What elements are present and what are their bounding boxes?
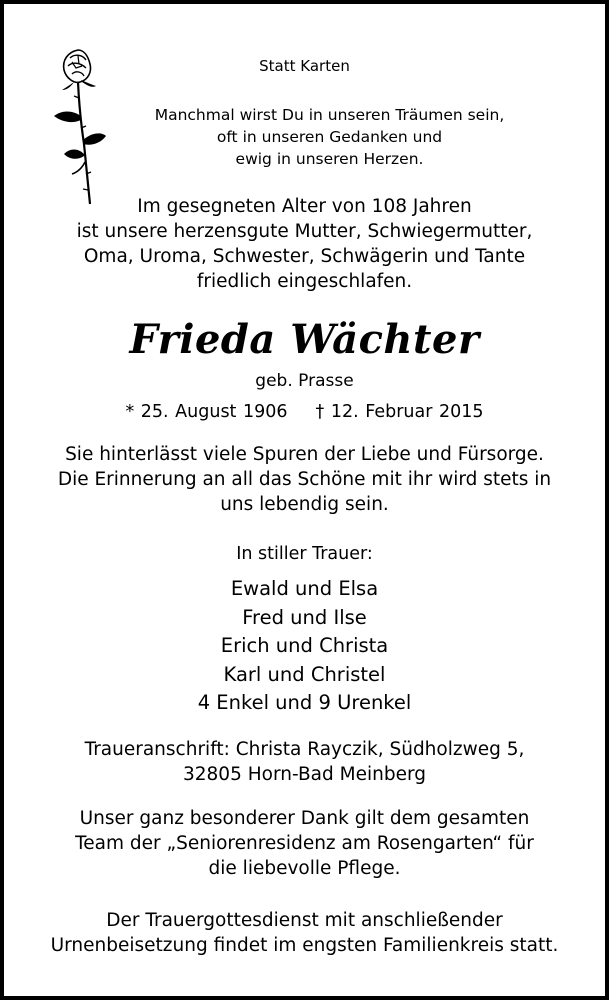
thanks-line: Unser ganz besonderer Dank gilt dem gesamten xyxy=(79,808,530,829)
mourner-name: Fred und Ilse xyxy=(242,605,367,629)
death-date: † 12. Februar 2015 xyxy=(315,402,484,422)
service-line: Urnenbeisetzung findet im engsten Familienkreis statt. xyxy=(50,935,559,956)
death-announcement xyxy=(4,194,605,294)
funeral-service-text xyxy=(4,908,605,958)
mourner-name: Erich und Christa xyxy=(220,634,389,658)
legacy-line: Sie hinterlässt viele Spuren der Liebe und Fürsorge. xyxy=(65,444,544,465)
legacy-line: uns lebendig sein. xyxy=(220,494,389,515)
statt-karten-heading xyxy=(4,56,605,76)
memorial-verse xyxy=(4,104,605,170)
mourner-name: Karl und Christel xyxy=(223,662,386,686)
thanks-text xyxy=(4,806,605,881)
life-dates xyxy=(4,400,605,424)
statt-karten-text: Statt Karten xyxy=(259,57,350,75)
legacy-line: Die Erinnerung an all das Schöne mit ihr wird stets in xyxy=(57,469,552,490)
mourner-name: Ewald und Elsa xyxy=(230,577,379,600)
announcement-line: ist unsere herzensgute Mutter, Schwiegermutter, xyxy=(76,221,533,242)
verse-line: Manchmal wirst Du in unseren Träumen sein, xyxy=(154,106,505,124)
verse-line: ewig in unseren Herzen. xyxy=(235,150,424,168)
legacy-text xyxy=(4,442,605,517)
mourner-name: 4 Enkel und 9 Urenkel xyxy=(197,691,412,715)
address-line: Traueranschrift: Christa Rayczik, Südholzweg 5, xyxy=(84,739,525,760)
birth-date: * 25. August 1906 xyxy=(125,402,288,422)
thanks-line: die liebevolle Pflege. xyxy=(208,858,401,879)
announcement-line: friedlich eingeschlafen. xyxy=(196,271,413,292)
mourners-label: In stiller Trauer: xyxy=(236,544,373,564)
thanks-line: Team der „Seniorenresidenz am Rosengarten“ für xyxy=(75,833,534,854)
birth-name: geb. Prasse xyxy=(255,371,354,391)
address-line: 32805 Horn-Bad Meinberg xyxy=(183,764,426,785)
mourning-address xyxy=(4,737,605,787)
service-line: Der Trauergottesdienst mit anschließender xyxy=(106,910,503,931)
mourners-list xyxy=(4,575,605,718)
verse-line: oft in unseren Gedanken und xyxy=(216,128,443,146)
announcement-line: Oma, Uroma, Schwester, Schwägerin und Tante xyxy=(83,246,526,267)
deceased-name: Frieda Wächter xyxy=(129,316,480,363)
announcement-line: Im gesegneten Alter von 108 Jahren xyxy=(137,196,472,217)
